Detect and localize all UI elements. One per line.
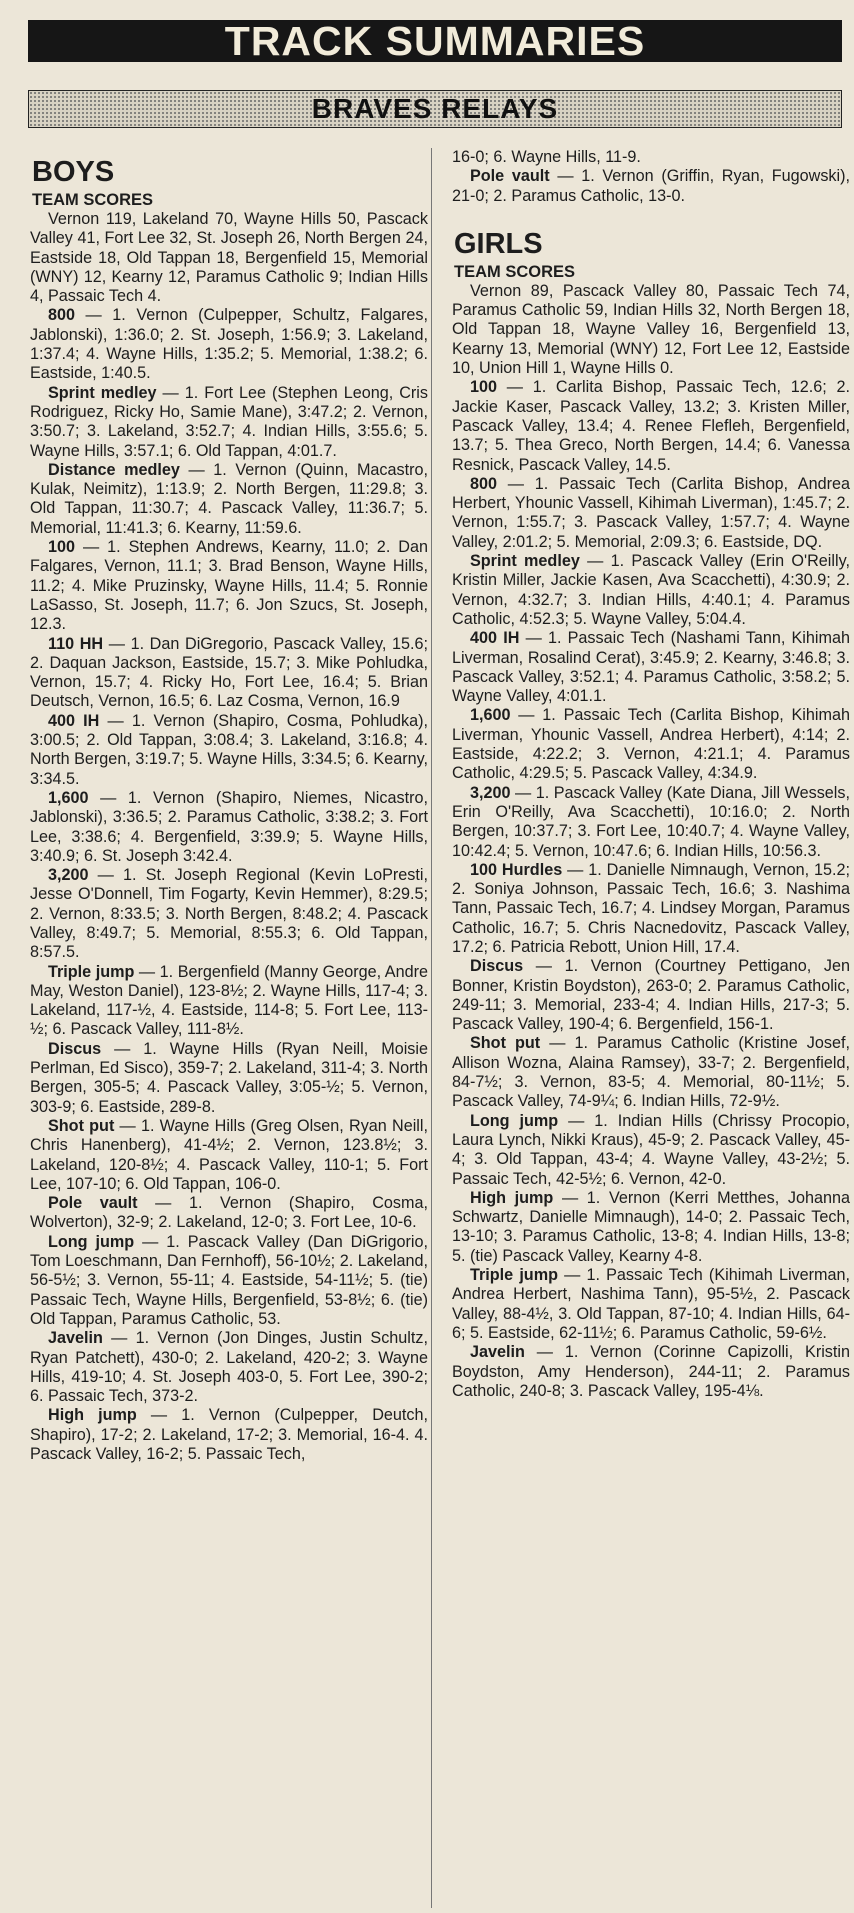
event-name: Triple jump [48, 962, 135, 981]
event-separator: — [510, 706, 543, 725]
event-name: 110 HH [48, 634, 104, 653]
event-separator: — [114, 1116, 141, 1135]
event-name: Sprint medley [48, 383, 157, 402]
event-name: 400 IH [48, 711, 100, 730]
event-text: 1. Vernon (Jon Dinges, Justin Schultz, Ryan Patchett), 430-0; 2. Lakeland, 420-2; 3. Wayne Hills, 419-10; 4. St. Joseph 403-0, 5. Fort Lee, 390-2; 6. Passaic Tech, 373-2. [30, 1329, 428, 1406]
event-separator: — [136, 1406, 182, 1425]
event-result [452, 861, 850, 957]
event-name: Discus [470, 957, 524, 976]
event-text: 1. Vernon (Kerri Metthes, Johanna Schwartz, Danielle Mimnaugh), 14-0; 2. Passaic Tech, 13-10; 3. Paramus Catholic, 13-8; 4. Indian Hills, 13-8; 5. (tie) Pascack Valley, Kearny 4-8. [452, 1188, 850, 1265]
right-column [452, 148, 850, 1908]
event-result [30, 306, 428, 383]
event-separator: — [497, 474, 535, 493]
event-separator: — [497, 378, 533, 397]
event-text: 1. Passaic Tech (Carlita Bishop, Andrea Herbert, Yhounic Vassell, Kihimah Liverman), 1:45.7; 2. Vernon, 1:55.7; 3. Pascack Valley, 1:57.7; 4. Wayne Valley, 2:01.2; 5. Memorial, 2:09.3; 6. Eastside, DQ. [452, 474, 850, 551]
event-name: Javelin [470, 1343, 525, 1362]
event-result [452, 378, 850, 474]
event-list [452, 378, 850, 1401]
event-separator: — [524, 1343, 565, 1362]
event-text: 1. Stephen Andrews, Kearny, 11.0; 2. Dan Falgares, Vernon, 11.1; 3. Brad Benson, Wayne Hills, 11.2; 4. Mike Pruzinsky, Wayne Hills, 11.4; 5. Ronnie LaSasso, St. Joseph, 11.7; 6. Jon Szucs, St. Joseph, 12.3. [30, 538, 428, 634]
event-result [30, 1194, 428, 1233]
event-separator: — [156, 383, 185, 402]
event-result [452, 1189, 850, 1266]
event-text: 1. Fort Lee (Stephen Leong, Cris Rodriguez, Ricky Ho, Samie Mane), 3:47.2; 2. Vernon, 3:50.7; 3. Lakeland, 3:52.7; 4. Indian Hills, 3:55.6; 5. Wayne Hills, 3:57.1; 6. Old Tappan, 4:01.7. [30, 383, 428, 460]
team-scores-label: TEAM SCORES [32, 191, 154, 209]
event-result [30, 1406, 428, 1464]
event-name: 3,200 [470, 783, 511, 802]
event-name: 100 [48, 538, 76, 557]
event-text: 1. Passaic Tech (Carlita Bishop, Kihimah Liverman, Yhounic Vassell, Andrea Herbert), 4:14; 2. Eastside, 4:22.2; 3. Vernon, 4:21.1; 4. Paramus Catholic, 4:29.5; 5. Pascack Valley, 4:34.9. [452, 706, 850, 783]
event-name: Pole vault [48, 1194, 138, 1213]
event-separator: — [88, 788, 128, 807]
event-result [452, 1034, 850, 1111]
event-name: Pole vault [470, 167, 550, 186]
event-text: 1. Vernon (Corinne Capizolli, Kristin Boydston, Amy Henderson), 244-11; 2. Paramus Catholic, 240-8; 3. Pascack Valley, 195-4⅛. [452, 1343, 850, 1400]
event-name: Shot put [48, 1116, 115, 1135]
event-result [452, 706, 850, 783]
event-text: 1. Carlita Bishop, Passaic Tech, 12.6; 2. Jackie Kaser, Pascack Valley, 13.2; 3. Kristen Miller, Pascack Valley, 13.4; 4. Renee Flefleh, Bergenfield, 13.7; 5. Thea Greco, North Bergen, 14.4; 6. Vanessa Resnick, Pascack Valley, 14.5. [452, 378, 850, 474]
event-text: 1. Dan DiGregorio, Pascack Valley, 15.6; 2. Daquan Jackson, Eastside, 15.7; 3. Mike Pohludka, Vernon, 15.7; 4. Ricky Ho, Fort Lee, 16.4; 5. Brian Deutsch, Vernon, 16.5; 6. Laz Cosma, Vernon, 16.9 [30, 634, 428, 711]
event-text: 1. Pascack Valley (Kate Diana, Jill Wessels, Erin O'Reilly, Ava Scacchetti), 10:16.0; 2. North Bergen, 10:37.7; 3. Fort Lee, 10:40.7; 4. Wayne Valley, 10:42.4; 5. Vernon, 10:47.6; 6. Indian Hills, 10:56.3. [452, 783, 850, 860]
event-result [30, 384, 428, 461]
event-name: 1,600 [48, 788, 89, 807]
event-result [452, 167, 850, 206]
event-result [452, 1266, 850, 1343]
event-result [452, 784, 850, 861]
event-text: 1. Passaic Tech (Nashami Tann, Kihimah Liverman, Rosalind Cerat), 3:45.9; 2. Kearny, 3:46.8; 3. Pascack Valley, 3:52.1; 4. Paramus Catholic, 3:58.2; 5. Wayne Valley, 4:01.1. [452, 629, 850, 706]
event-text: 1. Vernon (Quinn, Macastro, Kulak, Neimitz), 1:13.9; 2. North Bergen, 11:29.8; 3. Old Tappan, 11:30.7; 4. Pascack Valley, 11:36.7; 5. Memorial, 11:41.3; 6. Kearny, 11:59.6. [30, 460, 428, 537]
event-result [30, 1040, 428, 1117]
event-text: 1. Passaic Tech (Kihimah Liverman, Andrea Herbert, Nashima Tann), 95-5½, 2. Pascack Valley, 88-4½, 3. Old Tappan, 87-10; 4. Indian Hills, 64-6; 5. Eastside, 62-11½; 6. Paramus Catholic, 59-6½. [452, 1266, 850, 1342]
event-name: 3,200 [48, 866, 89, 885]
event-text: 1. Pascack Valley (Erin O'Reilly, Kristin Miller, Jackie Kasen, Ava Scacchetti), 4:30.9; 2. Vernon, 4:32.7; 3. Indian Hills, 4:40.1; 4. Paramus Catholic, 4:52.3; 5. Wayne Valley, 5:04.4. [452, 552, 850, 628]
event-text: 1. Pascack Valley (Dan DiGrigorio, Tom Loeschmann, Dan Fernhoff), 56-10½; 2. Lakeland, 56-5½; 3. Vernon, 55-11; 4. Eastside, 54-11½; 5. (tie) Passaic Tech, Wayne Hills, Bergenfield, 53-8½; 6. (tie) Old Tappan, Paramus Catholic, 53. [30, 1232, 428, 1328]
event-result [452, 475, 850, 552]
event-text: 1. Vernon (Griffin, Ryan, Fugowski), 21-0; 2. Paramus Catholic, 13-0. [452, 167, 850, 205]
event-text: 1. Paramus Catholic (Kristine Josef, Allison Wozna, Alaina Ramsey), 33-7; 2. Bergenfield, 84-7½; 3. Vernon, 83-5; 4. Memorial, 80-11½; 5. Pascack Valley, 74-9¼; 6. Indian Hills, 72-9½. [452, 1034, 850, 1111]
event-text: 1. Vernon (Culpepper, Deutch, Shapiro), 17-2; 2. Lakeland, 17-2; 3. Memorial, 16-4. 4. Pascack Valley, 16-2; 5. Passaic Tech, [30, 1406, 428, 1463]
event-separator: — [553, 1188, 587, 1207]
event-result [30, 1329, 428, 1406]
event-text: 1. St. Joseph Regional (Kevin LoPresti, Jesse O'Donnell, Tim Fogarty, Kevin Hemmer), 8:29.5; 2. Vernon, 8:33.5; 3. North Bergen, 8:48.2; 4. Pascack Valley, 8:49.7; 5. Memorial, 8:55.3; 6. Old Tappan, 8:57.5. [30, 866, 428, 962]
team-scores-label: TEAM SCORES [454, 262, 576, 281]
event-list [30, 306, 428, 1464]
event-text: 1. Wayne Hills (Ryan Neill, Moisie Perlman, Ed Sisco), 359-7; 2. Lakeland, 311-4; 3. North Bergen, 305-5; 4. Pascack Valley, 3:05-½; 5. Vernon, 303-9; 6. Eastside, 289-8. [30, 1039, 428, 1116]
event-result [452, 629, 850, 706]
event-name: Javelin [48, 1329, 103, 1348]
event-result [30, 1117, 428, 1194]
column-divider [431, 148, 432, 1908]
event-result [30, 789, 428, 866]
event-separator: — [510, 783, 536, 802]
event-separator: — [519, 629, 548, 648]
event-result [452, 957, 850, 1034]
continued-text: 16-0; 6. Wayne Hills, 11-9. [452, 148, 641, 166]
event-name: 100 [470, 378, 498, 397]
event-separator: — [75, 306, 113, 325]
event-separator: — [562, 860, 589, 879]
event-name: High jump [470, 1188, 554, 1207]
meet-title: BRAVES RELAYS [311, 93, 559, 124]
event-text: 1. Indian Hills (Chrissy Procopio, Laura Lynch, Nikki Kraus), 45-9; 2. Pascack Valley, 45-4; 3. Old Tappan, 43-4; 4. Wayne Valley, 43-2½; 5. Passaic Tech, 42-5½; 6. Vernon, 42-0. [452, 1111, 850, 1188]
event-result [30, 635, 428, 712]
event-text: 1. Vernon (Shapiro, Cosma, Pohludka), 3:00.5; 2. Old Tappan, 3:08.4; 3. Lakeland, 3:16.8; 4. North Bergen, 3:19.7; 5. Wayne Hills, 3:34.5; 6. Kearny, 3:34.5. [30, 711, 428, 788]
event-separator: — [134, 1232, 167, 1251]
event-name: 400 IH [470, 629, 520, 648]
event-text: 1. Vernon (Culpepper, Schultz, Falgares, Jablonski), 1:36.0; 2. St. Joseph, 1:56.9; 3. Lakeland, 1:37.4; 4. Wayne Hills, 1:35.2; 5. Memorial, 1:38.2; 6. Eastside, 1:40.5. [30, 306, 428, 383]
event-name: Sprint medley [470, 552, 580, 571]
meet-title-banner [28, 90, 842, 128]
page-title: TRACK SUMMARIES [28, 20, 842, 62]
event-separator: — [137, 1194, 189, 1213]
event-name: 100 Hurdles [470, 860, 563, 879]
event-separator: — [558, 1111, 595, 1130]
event-text: 1. Wayne Hills (Greg Olsen, Ryan Neill, Chris Hanenberg), 41-4½; 2. Vernon, 123.8½; 3. Lakeland, 120-8½; 4. Pascack Valley, 110-1; 5. Fort Lee, 107-10; 6. Old Tappan, 106-0. [30, 1116, 428, 1193]
team-scores: Vernon 89, Pascack Valley 80, Passaic Tech 74, Paramus Catholic 59, Indian Hills 32, North Bergen 18, Old Tappan 18, Wayne Valley 16, Bergenfield 13, Kearny 13, Memorial (WNY) 12, Fort Lee 12, Eastside 10, Union Hill 1, Wayne Hills 0. [452, 281, 850, 378]
event-name: 800 [470, 474, 498, 493]
event-name: Discus [48, 1039, 102, 1058]
section-girls: GIRLS [454, 227, 543, 260]
event-name: Long jump [470, 1111, 559, 1130]
event-result [30, 1233, 428, 1329]
event-separator: — [549, 167, 582, 186]
event-text: 1. Vernon (Shapiro, Niemes, Nicastro, Jablonski), 3:36.5; 2. Paramus Catholic, 3:38.2; 3. Fort Lee, 3:38.6; 4. Bergenfield, 3:39.9; 5. Wayne Hills, 3:40.9; 6. St. Joseph 3:42.4. [30, 788, 428, 865]
left-column [30, 148, 428, 1908]
event-separator: — [523, 957, 565, 976]
event-text: 1. Bergenfield (Manny George, Andre May, Weston Daniel), 123-8½; 2. Wayne Hills, 117-4; 3. Lakeland, 117-½, 4. Eastside, 114-8; 5. Fort Lee, 113-½; 6. Pascack Valley, 111-8½. [30, 962, 428, 1039]
event-name: Shot put [470, 1034, 541, 1053]
event-separator: — [103, 634, 131, 653]
event-name: High jump [48, 1406, 137, 1425]
event-separator: — [540, 1034, 575, 1053]
section-boys: BOYS [32, 156, 115, 188]
event-result [452, 1343, 850, 1401]
event-result [452, 552, 850, 629]
event-separator: — [102, 1329, 136, 1348]
event-separator: — [579, 552, 611, 571]
event-result [30, 866, 428, 962]
event-name: 1,600 [470, 706, 511, 725]
event-text: 1. Vernon (Courtney Pettigano, Jen Bonner, Kristin Boydston), 263-0; 2. Paramus Catholic, 249-11; 3. Memorial, 233-4; 4. Indian Hills, 217-3; 5. Pascack Valley, 190-4; 6. Bergenfield, 156-1. [452, 957, 850, 1034]
event-separator: — [179, 460, 214, 479]
event-name: Long jump [48, 1232, 135, 1251]
event-separator: — [88, 866, 124, 885]
team-scores: Vernon 119, Lakeland 70, Wayne Hills 50, Pascack Valley 41, Fort Lee 32, St. Joseph 26, North Bergen 24, Eastside 18, Old Tappan 18, Bergenfield 15, Memorial (WNY) 12, Kearny 12, Paramus Catholic 9; Indian Hills 4, Passaic Tech 4. [30, 210, 428, 306]
event-separator: — [557, 1266, 587, 1285]
event-result [30, 538, 428, 634]
event-separator: — [75, 538, 108, 557]
event-result [30, 712, 428, 789]
event-name: Distance medley [48, 460, 180, 479]
event-text: 1. Danielle Nimnaugh, Vernon, 15.2; 2. Soniya Johnson, Passaic Tech, 16.6; 3. Nashima Tann, Passaic Tech, 16.7; 4. Lindsey Morgan, Paramus Catholic, 16.7; 5. Chris Nacnedovitz, Pascack Valley, 17.2; 6. Patricia Rebott, Union Hill, 17.4. [452, 860, 850, 956]
event-result [30, 963, 428, 1040]
event-separator: — [101, 1039, 144, 1058]
event-list [452, 167, 850, 206]
event-separator: — [99, 711, 132, 730]
event-separator: — [134, 962, 160, 981]
event-result [30, 461, 428, 538]
event-result [452, 1112, 850, 1189]
event-text: 1. Vernon (Shapiro, Cosma, Wolverton), 32-9; 2. Lakeland, 12-0; 3. Fort Lee, 10-6. [30, 1194, 428, 1232]
event-name: Triple jump [470, 1266, 558, 1285]
event-name: 800 [48, 306, 76, 325]
